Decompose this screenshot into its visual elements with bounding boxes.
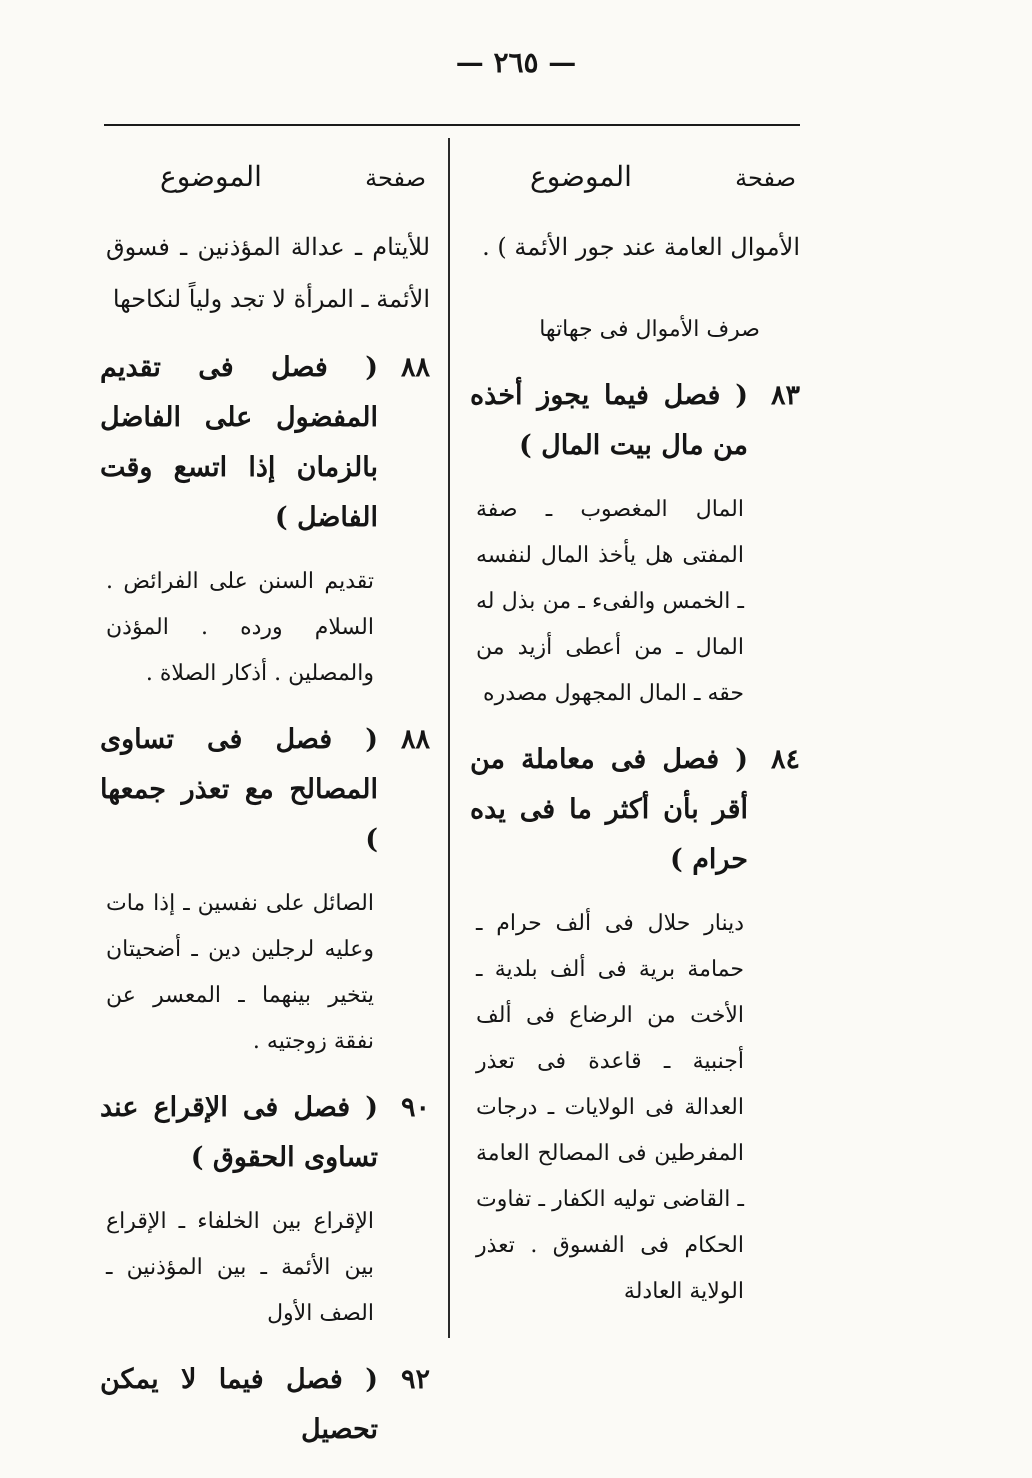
section-heading: ( فصل فى معاملة من أقر بأن أكثر ما فى يده حرام ): [470, 744, 748, 875]
section-title: [470, 371, 800, 471]
subitems-text: صرف الأموال فى جهاتها: [539, 317, 760, 342]
left-column: [100, 140, 430, 1445]
top-rule: [104, 124, 800, 126]
section-heading: ( فصل فيما يجوز أخذه من مال بيت المال ): [470, 380, 748, 461]
section-page-number: ٨٨: [400, 724, 430, 755]
subitems-text: المال المغصوب ـ صفة المفتى هل يأخذ المال لنفسه ـ الخمس والفىء ـ من بذل له المال ـ من أعطى أزيد من حقه ـ المال المجهول مصدره: [476, 497, 744, 706]
right-column-header: [530, 160, 796, 193]
continuation-text: للأيتام ـ عدالة المؤذنين ـ فسوق الأئمة ـ المرأة لا تجد ولياً لنكاحها: [106, 233, 430, 313]
section-page-number: ٩٢: [400, 1364, 430, 1395]
section-heading: ( فصل فى الإقراع عند تساوى الحقوق ): [100, 1092, 378, 1173]
section-page-number: ٨٨: [400, 352, 430, 383]
section-title: [100, 1355, 430, 1455]
subitems-text: الصائل على نفسين ـ إذا مات وعليه لرجلين دين ـ أضحيتان يتخير بينهما ـ المعسر عن نفقة زوجتيه .: [106, 891, 374, 1054]
subitems-text: دينار حلال فى ألف حرام ـ حمامة برية فى ألف بلدية ـ الأخت من الرضاع فى ألف أجنبية ـ قاعدة فى تعذر العدالة فى الولايات ـ درجات المفرطين فى المصالح العامة ـ القاضى توليه الكفار ـ تفاوت الحكام فى الفسوق . تعذر الولاية العادلة: [476, 911, 744, 1304]
left-column-header: [160, 160, 426, 193]
section-page-number: ٩٠: [400, 1092, 430, 1123]
section-page-number: ٨٤: [770, 744, 800, 775]
right-column: [470, 140, 800, 1350]
subitems-text: تقديم السنن على الفرائض . السلام ورده . المؤذن والمصلين . أذكار الصلاة .: [106, 569, 374, 686]
section-heading: ( فصل فيما لا يمكن تحصيل: [100, 1364, 378, 1445]
topic-label: الموضوع: [530, 160, 632, 193]
page-label: صفحة: [735, 164, 796, 192]
continuation-text: الأموال العامة عند جور الأئمة ) .: [482, 233, 800, 261]
section-heading: ( فصل فى تقديم المفضول على الفاضل بالزمان إذا اتسع وقت الفاضل ): [100, 352, 378, 533]
page-number: — ٢٦٥ —: [455, 46, 577, 79]
section-page-number: ٨٣: [770, 380, 800, 411]
section-title: [470, 735, 800, 885]
subitems-text: الإقراع بين الخلفاء ـ الإقراع بين الأئمة ـ بين المؤذنين ـ الصف الأول: [106, 1209, 374, 1326]
topic-label: الموضوع: [160, 160, 262, 193]
section-title: [100, 715, 430, 865]
page-label: صفحة: [365, 164, 426, 192]
section-heading: ( فصل فى تساوى المصالح مع تعذر جمعها ): [100, 724, 378, 855]
section-title: [100, 343, 430, 543]
column-divider: [448, 138, 450, 1338]
section-title: [100, 1083, 430, 1183]
